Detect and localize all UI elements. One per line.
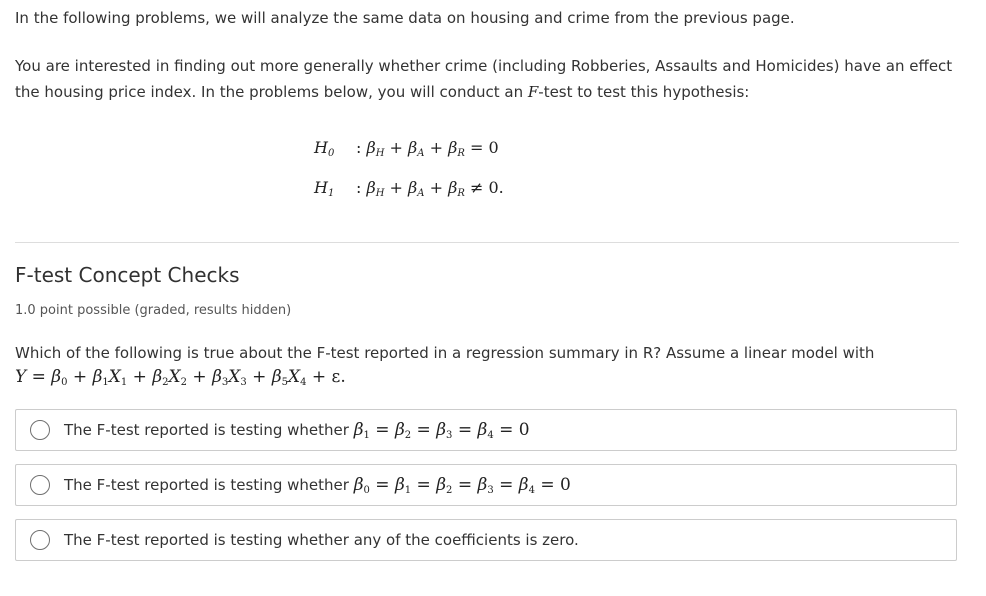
problem-title: F-test Concept Checks	[15, 263, 240, 287]
null-hypothesis-expression: : $\beta_H + \beta_A + \beta_R = 0$	[356, 138, 499, 159]
answer-option-label: The F-test reported is testing whether any of the coefficients is zero.	[64, 531, 579, 549]
answer-option-1[interactable]	[15, 409, 957, 451]
problem-description-line2-end: -test to test this hypothesis:	[538, 83, 750, 101]
f-symbol: F	[527, 83, 539, 101]
problem-description-line2-start: the housing price index. In the problems below, you will conduct an	[15, 83, 528, 101]
problem-description-line1: You are interested in finding out more generally whether crime (including Robberies, Assaults and Homicides) have an effect	[15, 57, 953, 75]
points-info: 1.0 point possible (graded, results hidden)	[15, 303, 292, 318]
intro-text: In the following problems, we will analyze the same data on housing and crime from the previous page.	[15, 9, 795, 27]
model-equation: $Y = \beta_0 + \beta_1X_1 + \beta_2X_2 + \beta_3X_3 + \beta_5X_4 + \varepsilon$.	[15, 367, 346, 388]
problem-description	[15, 53, 952, 105]
alternative-hypothesis-expression: : $\beta_H + \beta_A + \beta_R \ne 0$.	[356, 178, 504, 199]
question-text	[15, 341, 874, 389]
answer-option-2[interactable]	[15, 464, 957, 506]
question-prompt: Which of the following is true about the F-test reported in a regression summary in R? Assume a linear model with	[15, 344, 875, 362]
section-divider	[15, 242, 959, 243]
radio-button[interactable]	[30, 530, 50, 550]
radio-button[interactable]	[30, 420, 50, 440]
option-math: $\beta_0 = \beta_1 = \beta_2 = \beta_3 = \beta_4 = 0$	[353, 475, 571, 496]
option-math: $\beta_1 = \beta_2 = \beta_3 = \beta_4 = 0$	[353, 420, 530, 441]
answer-option-label: The F-test reported is testing whether $\beta_0 = \beta_1 = \beta_2 = \beta_3 = \beta_4 = 0$	[64, 475, 571, 496]
radio-button[interactable]	[30, 475, 50, 495]
null-hypothesis-label: $H_0$	[314, 138, 335, 159]
alternative-hypothesis-label: $H_1$	[314, 178, 335, 199]
answer-option-label: The F-test reported is testing whether $\beta_1 = \beta_2 = \beta_3 = \beta_4 = 0$	[64, 420, 530, 441]
answer-option-3[interactable]	[15, 519, 957, 561]
